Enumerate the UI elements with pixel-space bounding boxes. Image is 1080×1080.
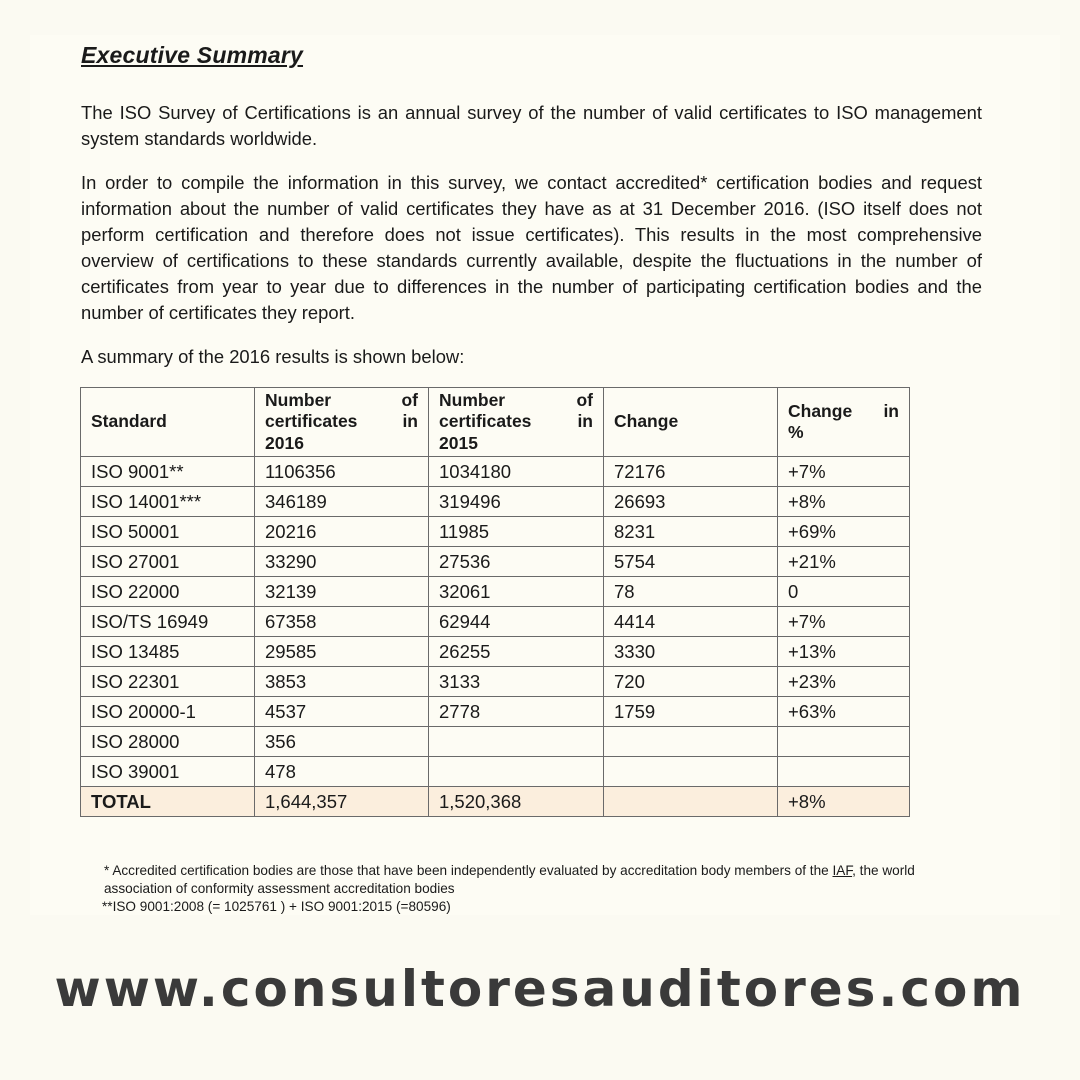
table-total-row (81, 787, 910, 817)
table-cell-n2015: 319496 (429, 487, 604, 517)
header-word: Number (265, 389, 332, 410)
table-cell-change: 720 (604, 667, 778, 697)
table-cell-pct (778, 757, 910, 787)
table-cell-n2016: 478 (255, 757, 429, 787)
table-cell-n2016: 29585 (255, 637, 429, 667)
table-cell-n2015: 3133 (429, 667, 604, 697)
footnote-iso9001: **ISO 9001:2008 (= 1025761 ) + ISO 9001:2015 (=80596) (102, 899, 451, 914)
total-cell-change (604, 787, 778, 817)
table-cell-pct: +63% (778, 697, 910, 727)
table-cell-n2015: 32061 (429, 577, 604, 607)
table-cell-change (604, 757, 778, 787)
table-cell-pct: +7% (778, 457, 910, 487)
header-certificates-2015 (429, 388, 604, 457)
table-cell-n2015: 26255 (429, 637, 604, 667)
table-cell-n2015: 11985 (429, 517, 604, 547)
summary-lead-paragraph: A summary of the 2016 results is shown below: (81, 346, 465, 367)
table-row (81, 457, 910, 487)
table-cell-n2016: 67358 (255, 607, 429, 637)
table-cell-standard: ISO/TS 16949 (81, 607, 255, 637)
table-cell-pct: +13% (778, 637, 910, 667)
table-cell-change: 1759 (604, 697, 778, 727)
header-word: of (401, 389, 418, 410)
header-word: in (402, 411, 418, 432)
table-cell-change: 78 (604, 577, 778, 607)
header-word: certificates (265, 411, 358, 432)
table-cell-standard: ISO 28000 (81, 727, 255, 757)
table-cell-pct: +23% (778, 667, 910, 697)
footnote-accredited (104, 862, 1044, 880)
header-change: Change (604, 388, 778, 457)
table-cell-standard: ISO 14001*** (81, 487, 255, 517)
table-header-row (81, 388, 910, 457)
table-cell-pct: +69% (778, 517, 910, 547)
table-cell-n2015 (429, 757, 604, 787)
table-body (81, 457, 910, 817)
intro-paragraph: The ISO Survey of Certifications is an annual survey of the number of valid certificates to ISO management system standards worldwide. (81, 102, 982, 149)
table-cell-change: 8231 (604, 517, 778, 547)
table-cell-standard: ISO 22000 (81, 577, 255, 607)
header-word: certificates (439, 411, 532, 432)
iaf-link[interactable]: IAF (832, 863, 853, 878)
table-cell-n2015: 2778 (429, 697, 604, 727)
website-url: www.consultoresauditores.com (54, 960, 1026, 1018)
header-word: % (788, 422, 804, 442)
table-cell-n2016: 32139 (255, 577, 429, 607)
table-cell-change: 72176 (604, 457, 778, 487)
table-cell-standard: ISO 50001 (81, 517, 255, 547)
total-cell-standard: TOTAL (81, 787, 255, 817)
table-cell-standard: ISO 9001** (81, 457, 255, 487)
table-cell-change: 5754 (604, 547, 778, 577)
method-paragraph: In order to compile the information in this survey, we contact accredited* certification bodies and request information about the number of valid certificates they have as at 31 December 2016. (ISO itself does not perform certification and therefore does not issue certificates). This results in the most comprehensive overview of certifications to these standards currently available, despite the fluctuations in the number of certificates from year to year due to differences in the number of participating certification bodies and the number of certificates they report. (81, 172, 982, 323)
table-cell-pct: 0 (778, 577, 910, 607)
total-cell-pct: +8% (778, 787, 910, 817)
table-row (81, 517, 910, 547)
table-cell-pct: +21% (778, 547, 910, 577)
table-row (81, 667, 910, 697)
header-word: in (883, 400, 899, 421)
table-row (81, 487, 910, 517)
table-row (81, 637, 910, 667)
header-change-percent (778, 388, 910, 457)
table-row (81, 607, 910, 637)
total-cell-n2016: 1,644,357 (255, 787, 429, 817)
page-title: Executive Summary (81, 42, 304, 68)
table-cell-n2016: 4537 (255, 697, 429, 727)
table-cell-n2016: 1106356 (255, 457, 429, 487)
table-cell-n2015: 1034180 (429, 457, 604, 487)
table-cell-change: 26693 (604, 487, 778, 517)
footnote-text: * Accredited certification bodies are those that have been independently evaluated by accreditation body members of the (104, 863, 833, 878)
header-word: in (577, 411, 593, 432)
header-standard: Standard (81, 388, 255, 457)
table-cell-n2016: 356 (255, 727, 429, 757)
table-cell-n2015: 27536 (429, 547, 604, 577)
table-cell-standard: ISO 13485 (81, 637, 255, 667)
table-row (81, 547, 910, 577)
table-cell-pct: +7% (778, 607, 910, 637)
table-row (81, 697, 910, 727)
table-row (81, 577, 910, 607)
total-cell-n2015: 1,520,368 (429, 787, 604, 817)
table-cell-standard: ISO 39001 (81, 757, 255, 787)
table-cell-standard: ISO 22301 (81, 667, 255, 697)
table-cell-n2015 (429, 727, 604, 757)
results-table (80, 387, 910, 817)
table-cell-n2016: 33290 (255, 547, 429, 577)
footnote-accredited-line2: association of conformity assessment accreditation bodies (104, 881, 455, 896)
header-word: 2015 (439, 432, 478, 453)
table-cell-n2016: 3853 (255, 667, 429, 697)
footnote-text: , the world (852, 863, 915, 878)
table-cell-pct: +8% (778, 487, 910, 517)
table-cell-pct (778, 727, 910, 757)
table-cell-standard: ISO 20000-1 (81, 697, 255, 727)
footnotes (104, 862, 1044, 916)
table-cell-change (604, 727, 778, 757)
header-word: Number (439, 389, 506, 410)
table-cell-change: 3330 (604, 637, 778, 667)
table-cell-n2016: 346189 (255, 487, 429, 517)
header-word: Change (788, 400, 853, 421)
table-cell-n2016: 20216 (255, 517, 429, 547)
table-cell-n2015: 62944 (429, 607, 604, 637)
header-word: 2016 (265, 432, 304, 453)
table-row (81, 727, 910, 757)
header-word: of (576, 389, 593, 410)
table-row (81, 757, 910, 787)
header-certificates-2016 (255, 388, 429, 457)
table-cell-change: 4414 (604, 607, 778, 637)
table-cell-standard: ISO 27001 (81, 547, 255, 577)
